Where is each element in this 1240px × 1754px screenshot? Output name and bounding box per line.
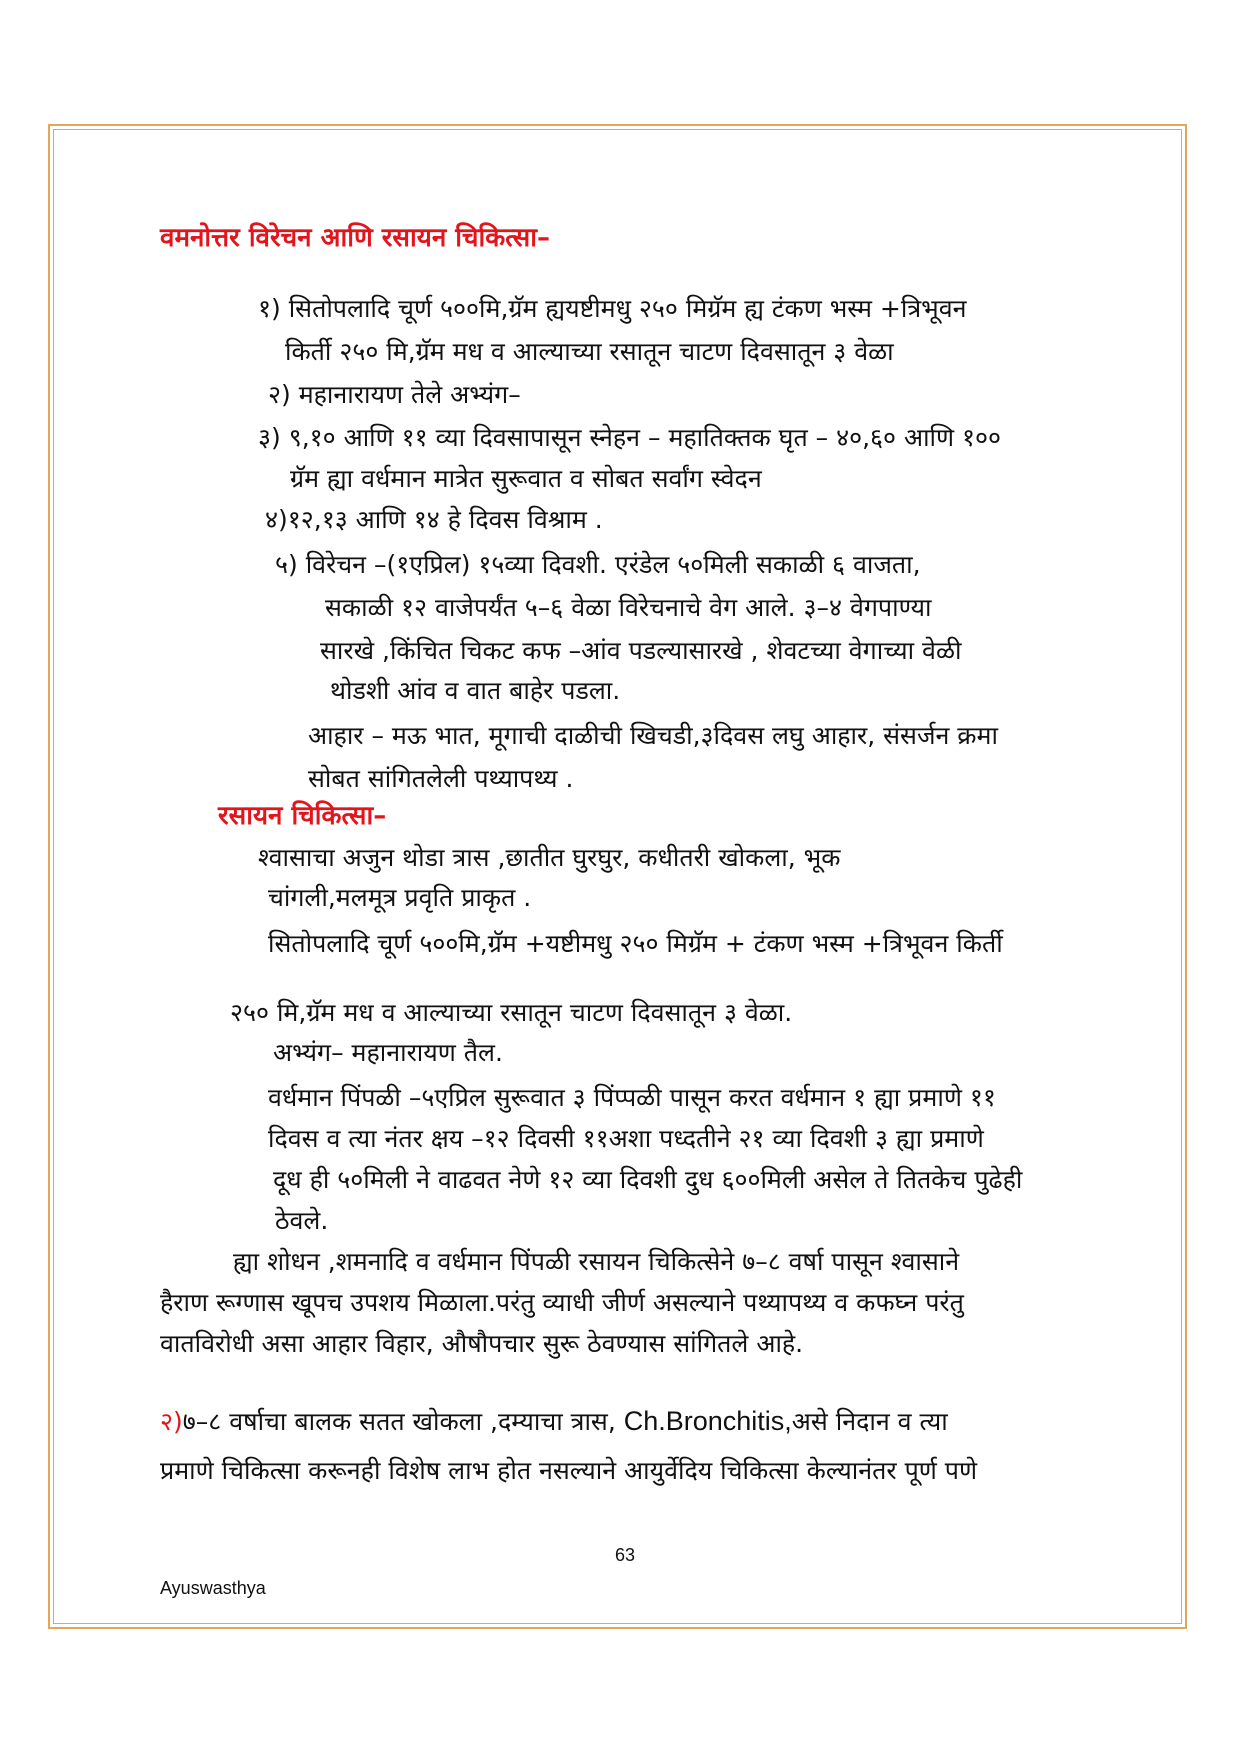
paragraph-line: चांगली,मलमूत्र प्रवृति प्राकृत . bbox=[268, 883, 532, 912]
paragraph-line: ठेवले. bbox=[275, 1206, 329, 1235]
paragraph-line: २५० मि,ग्रॅम मध व आल्याच्या रसातून चाटण दिवसातून ३ वेळा. bbox=[230, 998, 793, 1027]
paragraph-line: सोबत सांगितलेली पथ्यापथ्य . bbox=[308, 764, 574, 793]
paragraph-line: थोडशी आंव व वात बाहेर पडला. bbox=[330, 676, 621, 705]
paragraph-line: वर्धमान पिंपळी –५एप्रिल सुरूवात ३ पिंप्पळी पासून करत वर्धमान १ ह्या प्रमाणे ११ bbox=[268, 1083, 996, 1112]
case-2-line-2: प्रमाणे चिकित्सा करूनही विशेष लाभ होत नसल्याने आयुर्वेदिय चिकित्सा केल्यानंतर पूर्ण पणे bbox=[160, 1456, 978, 1485]
paragraph-line: ग्रॅम ह्या वर्धमान मात्रेत सुरूवात व सोबत सर्वांग स्वेदन bbox=[290, 464, 762, 493]
paragraph-line: वातविरोधी असा आहार विहार, औषौपचार सुरू ठेवण्यास सांगितले आहे. bbox=[160, 1329, 804, 1358]
paragraph-line: अभ्यंग– महानारायण तैल. bbox=[273, 1038, 503, 1067]
paragraph-line: ५) विरेचन –(१एप्रिल) १५व्या दिवशी. एरंडेल ५०मिली सकाळी ६ वाजता, bbox=[275, 550, 921, 579]
section-heading-vaman: वमनोत्तर विरेचन आणि रसायन चिकित्सा– bbox=[160, 223, 550, 253]
paragraph-line: ३) ९,१० आणि ११ व्या दिवसापासून स्नेहन – महातिक्तक घृत – ४०,६० आणि १०० bbox=[258, 423, 1002, 452]
case-number: २) bbox=[160, 1407, 183, 1436]
paragraph-line: श्वासाचा अजुन थोडा त्रास ,छातीत घुरघुर, कधीतरी खोकला, भूक bbox=[258, 843, 841, 872]
diagnosis-latin: Ch.Bronchitis, bbox=[623, 1406, 792, 1436]
paragraph-line: दिवस व त्या नंतर क्षय –१२ दिवसी ११अशा पध्दतीने २१ व्या दिवशी ३ ह्या प्रमाणे bbox=[268, 1124, 984, 1153]
paragraph-line: १) सितोपलादि चूर्ण ५००मि,ग्रॅम ह्ययष्टीमधु २५० मिग्रॅम ह्य टंकण भस्म +त्रिभूवन bbox=[258, 294, 967, 323]
case-text: ७–८ वर्षाचा बालक सतत खोकला ,दम्याचा त्रास, bbox=[182, 1407, 624, 1436]
paragraph-line: सारखे ,किंचित चिकट कफ –आंव पडल्यासारखे , शेवटच्या वेगाच्या वेळी bbox=[320, 636, 962, 665]
paragraph-line: २) महानारायण तेले अभ्यंग– bbox=[268, 380, 521, 409]
paragraph-line: हैराण रूग्णास खूपच उपशय मिळाला.परंतु व्याधी जीर्ण असल्याने पथ्यापथ्य व कफघ्न परंतु bbox=[160, 1288, 964, 1317]
page-number: 63 bbox=[614, 1545, 636, 1565]
case-text: असे निदान व त्या bbox=[791, 1407, 948, 1436]
paragraph-line: ४)१२,१३ आणि १४ हे दिवस विश्राम . bbox=[265, 505, 603, 534]
paragraph-line: आहार – मऊ भात, मूगाची दाळीची खिचडी,३दिवस लघु आहार, संसर्जन क्रमा bbox=[308, 721, 998, 750]
paragraph-line: ह्या शोधन ,शमनादि व वर्धमान पिंपळी रसायन चिकित्सेने ७–८ वर्षा पासून श्वासाने bbox=[233, 1247, 960, 1276]
paragraph-line: सितोपलादि चूर्ण ५००मि,ग्रॅम +यष्टीमधु २५० मिग्रॅम + टंकण भस्म +त्रिभूवन किर्ती bbox=[268, 929, 1003, 958]
section-heading-rasayan: रसायन चिकित्सा– bbox=[218, 801, 387, 831]
case-2-line-1 bbox=[160, 1405, 948, 1438]
paragraph-line: किर्ती २५० मि,ग्रॅम मध व आल्याच्या रसातून चाटण दिवसातून ३ वेळा bbox=[285, 337, 894, 366]
footer-title: Ayuswasthya bbox=[160, 1578, 266, 1598]
paragraph-line: सकाळी १२ वाजेपर्यंत ५–६ वेळा विरेचनाचे वेग आले. ३–४ वेगपाण्या bbox=[325, 593, 932, 622]
paragraph-line: दूध ही ५०मिली ने वाढवत नेणे १२ व्या दिवशी दुध ६००मिली असेल ते तितकेच पुढेही bbox=[273, 1165, 1023, 1194]
